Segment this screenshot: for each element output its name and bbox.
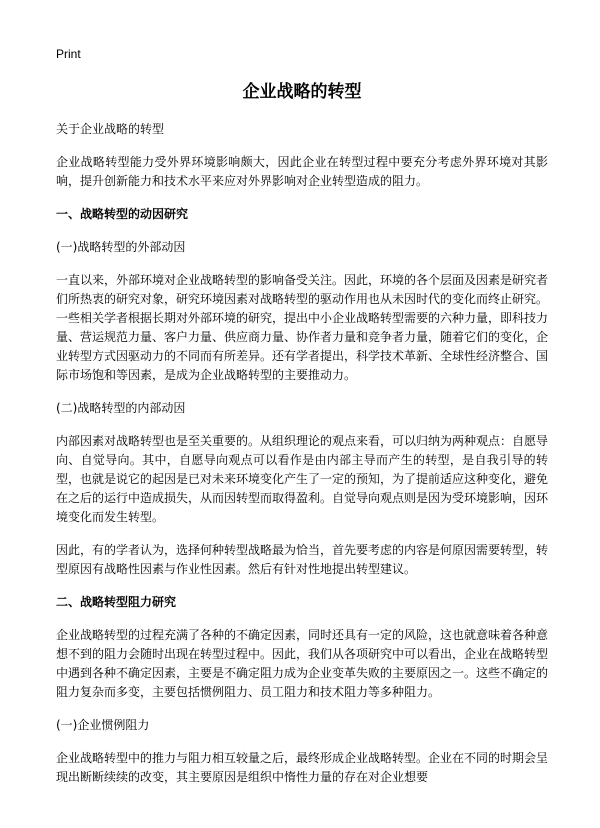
print-link[interactable]: Print bbox=[56, 47, 81, 61]
section-heading-1: 一、战略转型的动因研究 bbox=[56, 207, 189, 221]
intro-subtitle: 关于企业战略的转型 bbox=[56, 122, 165, 136]
paragraph-transition-reasons: 因此，有的学者认为，选择何种转型战略最为恰当，首先要考虑的内容是何原因需要转型，转型原因有战略性因素与作业性因素。然后有针对性地提出转型建议。 bbox=[56, 543, 549, 576]
page-title: 企业战略的转型 bbox=[242, 82, 362, 102]
intro-paragraph: 企业战略转型能力受外界环境影响颇大，因此企业在转型过程中要充分考虑外界环境对其影响，提升创新能力和技术水平来应对外界影响对企业转型造成的阻力。 bbox=[56, 155, 548, 188]
paragraph-internal-drivers: 内部因素对战略转型也是至关重要的。从组织理论的观点来看，可以归纳为两种观点：自愿导向、自觉导向。其中，自愿导向观点可以看作是由内部主导而产生的转型，是自我引导的转型，也就是说它的起因是已对未来环境变化产生了一定的预知，为了提前适应这种变化，避免在之后的运行中造成损失，从而因转型而取得盈利。自觉导向观点则是因为受环境影响，因环境变化而发生转型。 bbox=[56, 434, 549, 524]
subsection-heading-1-2: (二)战略转型的内部动因 bbox=[56, 401, 186, 415]
document-body bbox=[56, 120, 548, 801]
paragraph-routine-resistance: 企业战略转型中的推力与阻力相互较量之后，最终形成企业战略转型。企业在不同的时期会呈现出断断续续的改变，其主要原因是组织中惰性力量的存在对企业想要 bbox=[56, 751, 549, 784]
paragraph-external-drivers: 一直以来，外部环境对企业战略转型的影响备受关注。因此，环境的各个层面及因素是研究者们所热衷的研究对象，研究环境因素对战略转型的驱动作用也从未因时代的变化而终止研究。一些相关学者根据长期对外部环境的研究，提出中小企业战略转型需要的六种力量，即科技力量、营运规范力量、客户力量、供应商力量、协作者力量和竞争者力量，随着它们的变化，企业转型方式因驱动力的不同而有所差异。还有学者提出，科学技术革新、全球性经济整合、国际市场饱和等因素，是成为企业战略转型的主要推动力。 bbox=[56, 273, 549, 382]
subsection-heading-2-1: (一)企业惯例阻力 bbox=[56, 718, 150, 732]
section-heading-2: 二、战略转型阻力研究 bbox=[56, 595, 177, 609]
paragraph-resistance: 企业战略转型的过程充满了各种的不确定因素，同时还具有一定的风险，这也就意味着各种意想不到的阻力会随时出现在转型过程中。因此，我们从各项研究中可以看出，企业在战略转型中遇到各种不确定因素，主要是不确定阻力成为企业变革失败的主要原因之一。这些不确定的阻力复杂而多变，主要包括惯例阻力、员工阻力和技术阻力等多种阻力。 bbox=[56, 628, 549, 699]
subsection-heading-1-1: (一)战略转型的外部动因 bbox=[56, 240, 186, 254]
